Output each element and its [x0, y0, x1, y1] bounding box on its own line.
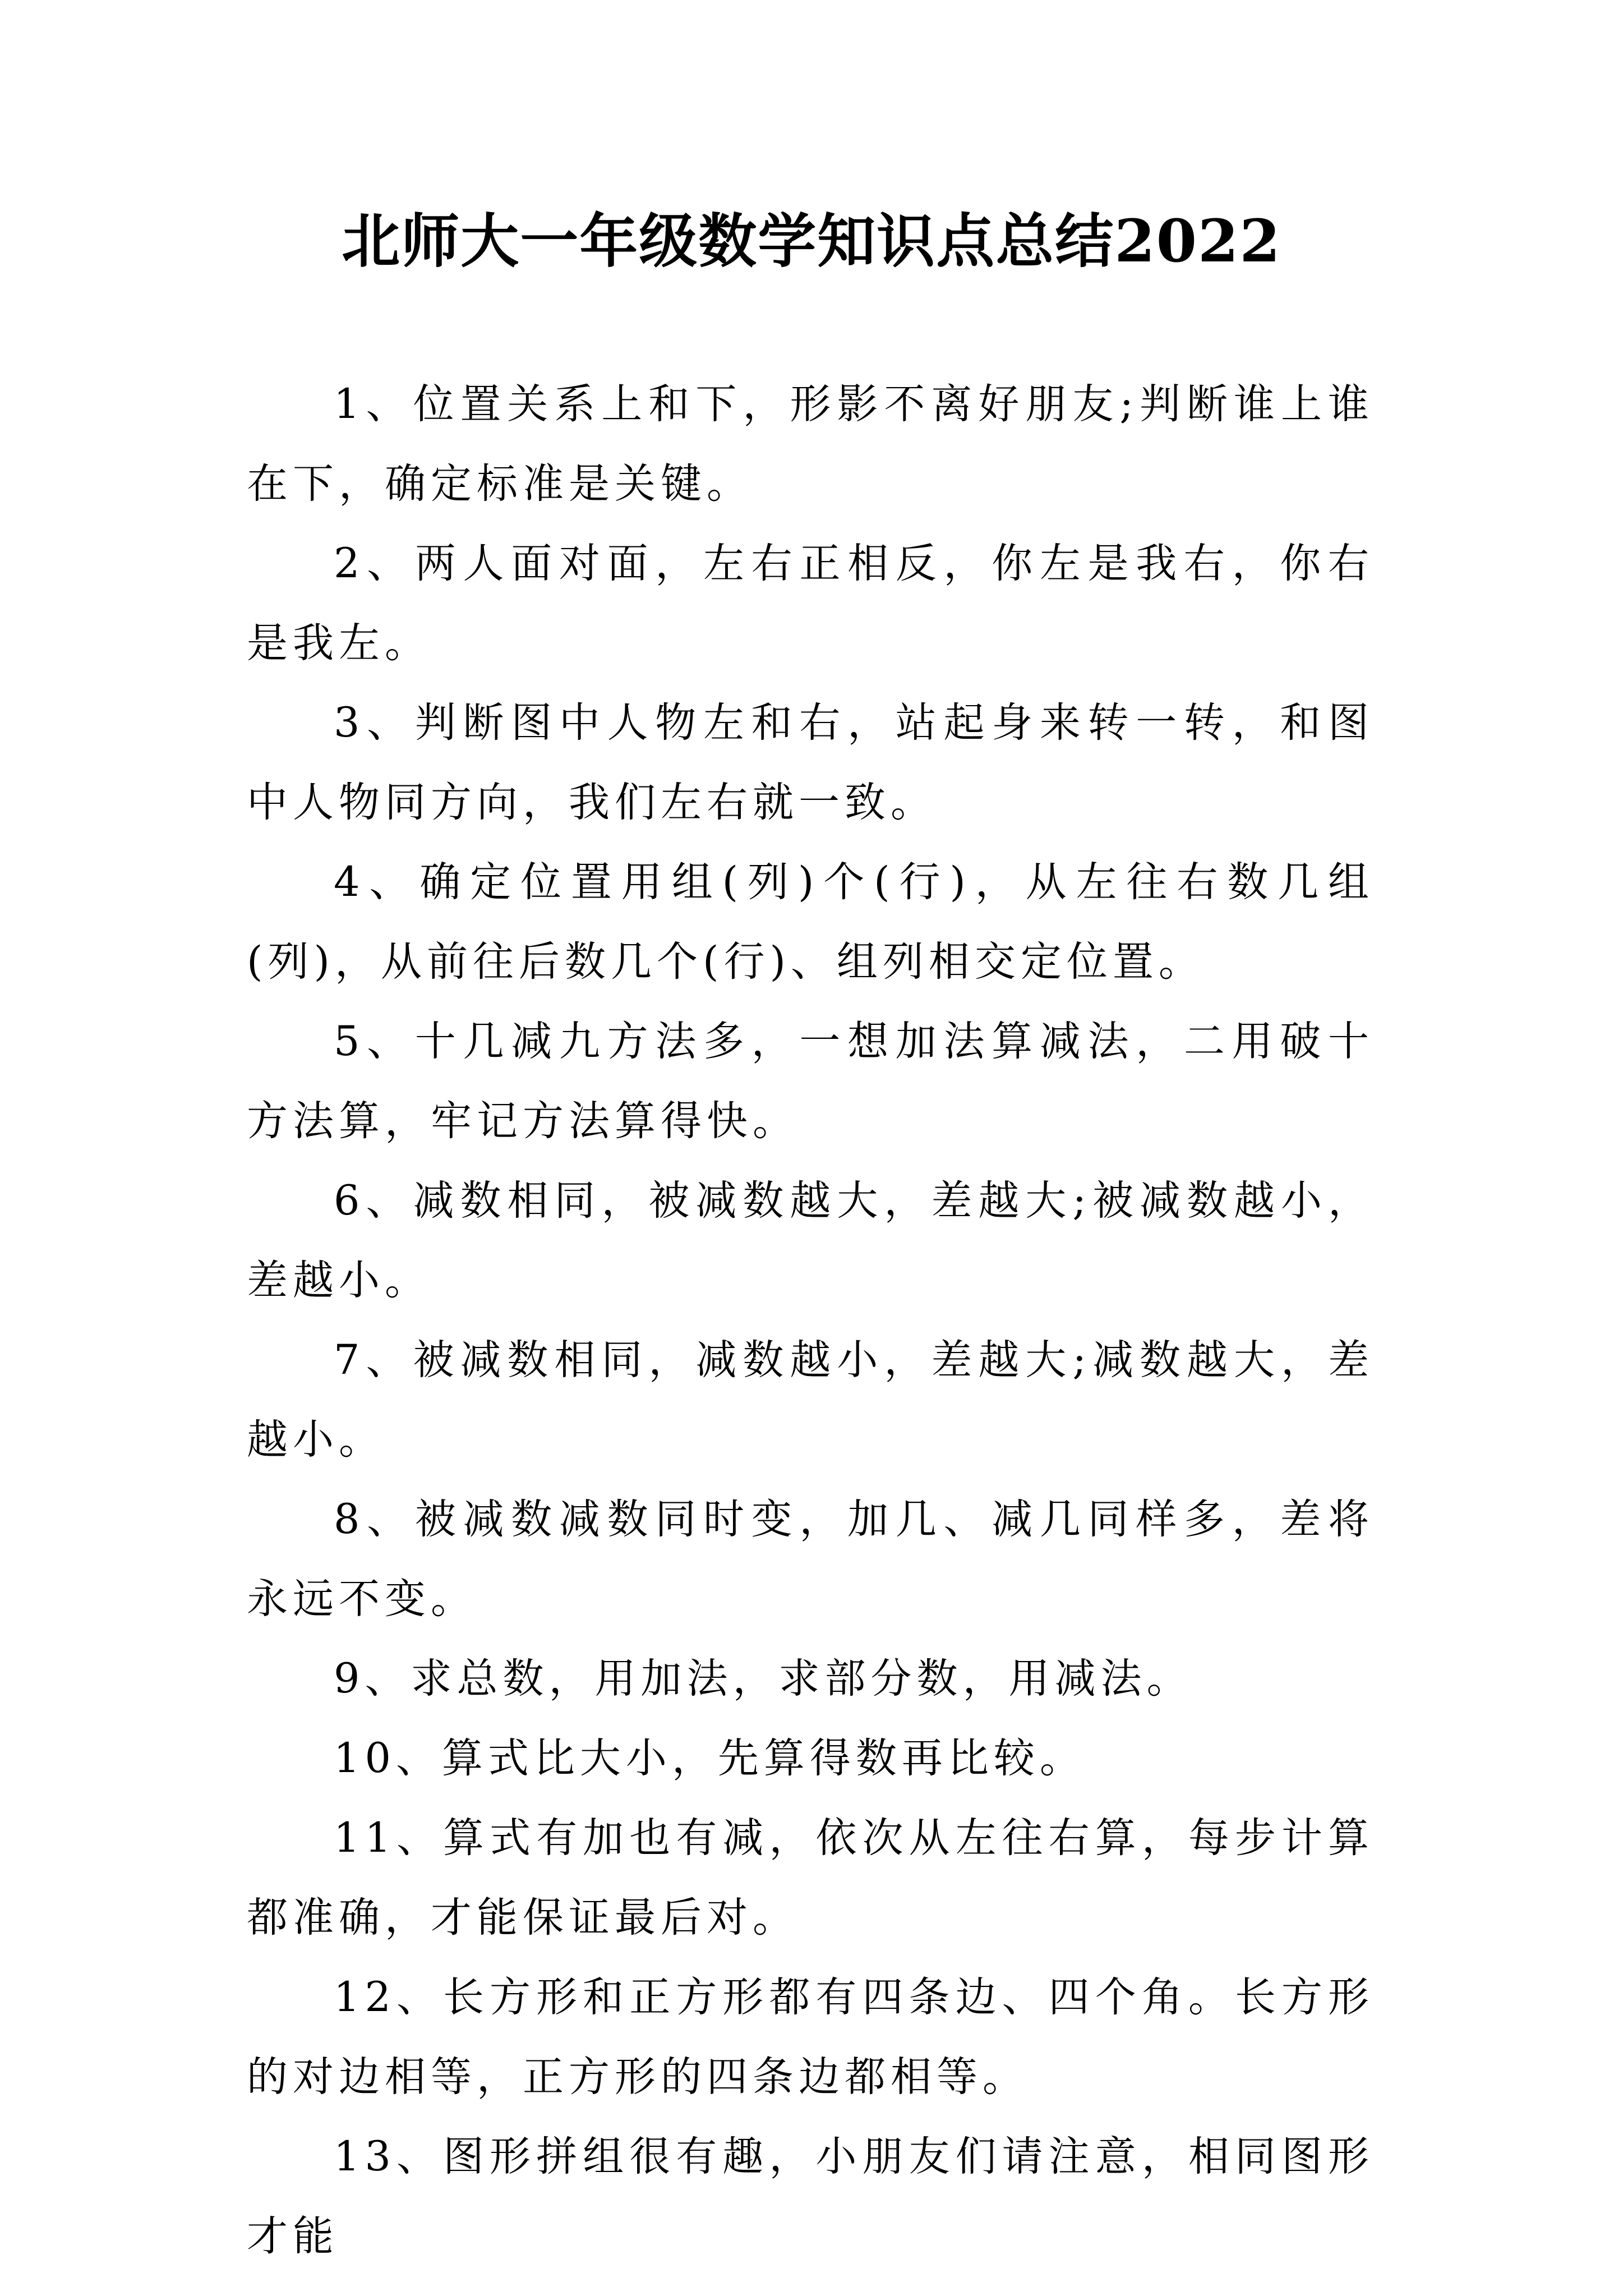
document-body [247, 365, 1374, 2276]
paragraph-1: 1、位置关系上和下，形影不离好朋友;判断谁上谁在下，确定标准是关键。 [247, 380, 1374, 508]
paragraph-3: 3、判断图中人物左和右，站起身来转一转，和图中人物同方向，我们左右就一致。 [247, 699, 1374, 826]
paragraph-5: 5、十几减九方法多，一想加法算减法，二用破十方法算，牢记方法算得快。 [247, 1018, 1374, 1145]
document-title: 北师大一年级数学知识点总结2022 [342, 206, 1281, 275]
paragraph-9: 9、求总数，用加法，求部分数，用减法。 [334, 1655, 1193, 1703]
paragraph-4: 4、确定位置用组(列)个(行)，从左往右数几组(列)，从前往后数几个(行)、组列相交定位置。 [247, 858, 1374, 986]
paragraph-13: 13、图形拼组很有趣，小朋友们请注意，相同图形才能 [247, 2133, 1374, 2260]
paragraph-11: 11、算式有加也有减，依次从左往右算，每步计算都准确，才能保证最后对。 [247, 1814, 1374, 1941]
paragraph-10: 10、算式比大小，先算得数再比较。 [334, 1734, 1086, 1782]
paragraph-6: 6、减数相同，被减数越大，差越大;被减数越小，差越小。 [247, 1177, 1374, 1304]
paragraph-12: 12、长方形和正方形都有四条边、四个角。长方形的对边相等，正方形的四条边都相等。 [247, 1973, 1374, 2101]
paragraph-7: 7、被减数相同，减数越小，差越大;减数越大，差越小。 [247, 1336, 1374, 1464]
paragraph-2: 2、两人面对面，左右正相反，你左是我右，你右是我左。 [247, 540, 1374, 667]
paragraph-8: 8、被减数减数同时变，加几、减几同样多，差将永远不变。 [247, 1496, 1374, 1623]
